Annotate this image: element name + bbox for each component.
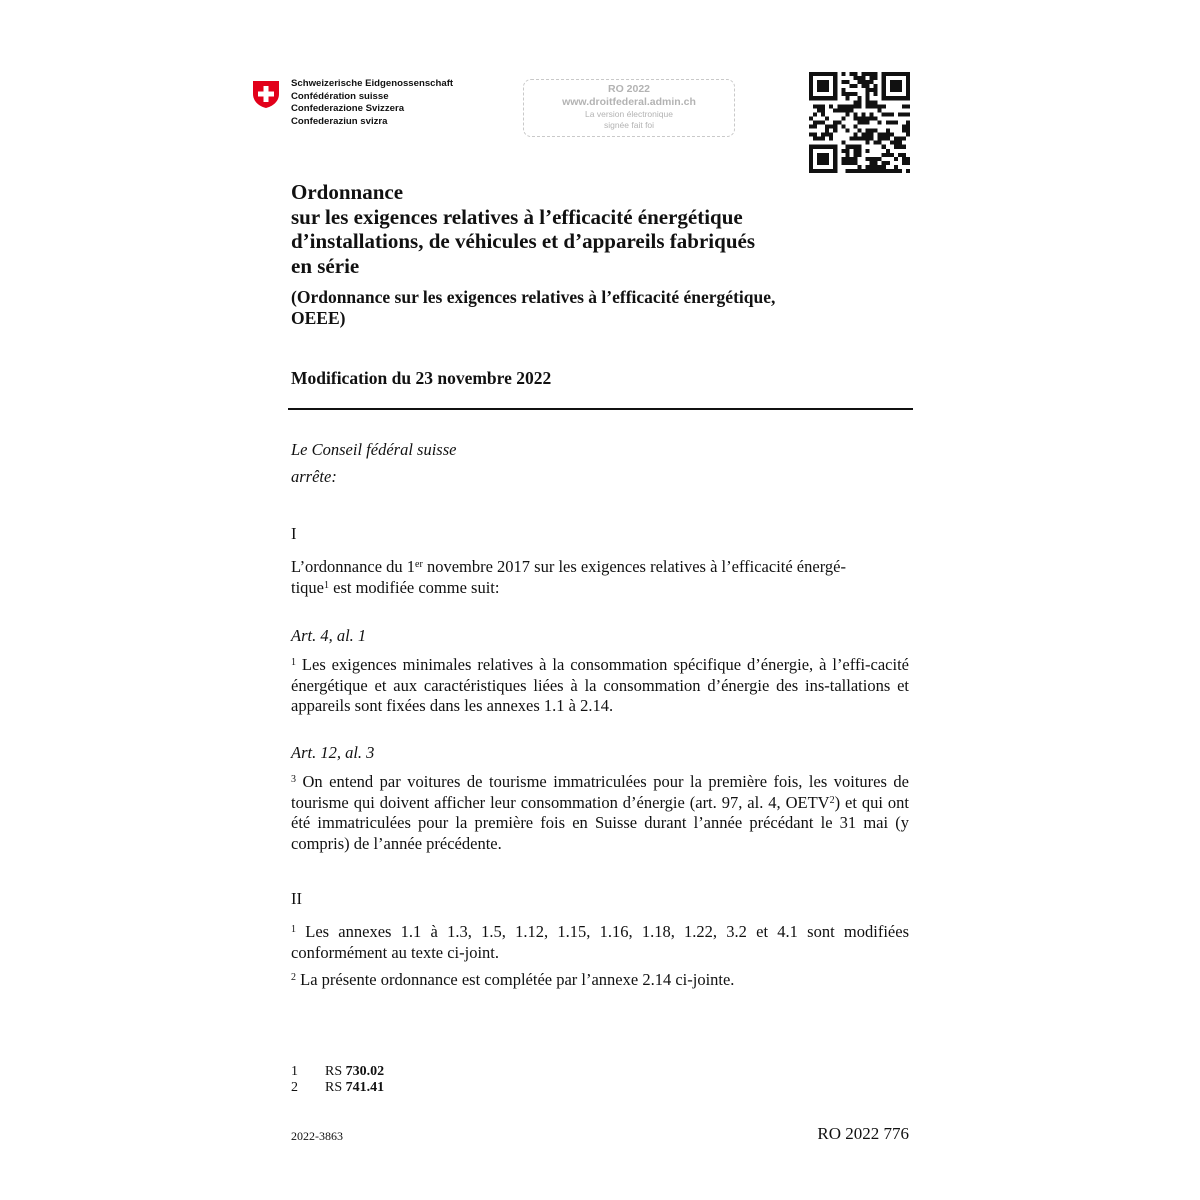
modification-date: Modification du 23 novembre 2022 [291, 368, 552, 388]
art-12-al-num: 3 [291, 774, 296, 785]
short-title [291, 287, 891, 329]
section-i-intro [291, 557, 909, 598]
title-line-4: en série [291, 253, 360, 278]
stamp-url: www.droitfederal.admin.ch [562, 96, 696, 108]
art-4-text: Les exigences minimales relatives à la consommation spécifique d’énergie, à l’effi-cacité énergétique et aux caractéristiques liées à la consommation d’énergie des ins-tallations et appareils sont fixées dans les annexes 1.1 à 2.14. [291, 655, 909, 715]
preamble-decrees: arrête: [291, 467, 337, 486]
confederation-name-rm: Confederaziun svizra [291, 116, 388, 128]
section-ii-paragraph-2 [291, 970, 909, 991]
confederation-name-fr: Confédération suisse [291, 90, 389, 102]
footnote-ref-2: 2 [829, 794, 835, 806]
title-divider [288, 408, 913, 410]
art-4-paragraph [291, 655, 909, 717]
art-4-heading: Art. 4, al. 1 [291, 626, 367, 645]
art-4-al-num: 1 [291, 657, 296, 668]
confederation-name-de: Schweizerische Eidgenossenschaft [291, 78, 454, 89]
intro-part-c: tique [291, 577, 324, 597]
swiss-flag-shield-icon [251, 79, 281, 109]
short-title-line-2: OEEE) [291, 308, 346, 328]
section-ii-al-2-text: La présente ordonnance est complétée par l’annexe 2.14 ci-jointe. [296, 970, 735, 989]
section-ii-al-1-text: Les annexes 1.1 à 1.3, 1.5, 1.12, 1.15, 1.16, 1.18, 1.22, 3.2 et 4.1 sont modifiées conformément au texte ci-joint. [291, 922, 909, 962]
section-ii-al-1-num: 1 [291, 924, 296, 935]
title-line-3: d’installations, de véhicules et d’appareils fabriqués [291, 229, 755, 253]
stamp-note-1: La version électronique [585, 109, 673, 119]
footnote-ref-1: 1 [324, 579, 329, 591]
electronic-signature-stamp [523, 79, 735, 137]
intro-part-b: novembre 2017 sur les exigences relatives à l’efficacité énergé- [422, 557, 846, 576]
section-ii-paragraph-1 [291, 922, 909, 963]
footnote-2-ref: 741.41 [345, 1080, 385, 1095]
document-title [291, 180, 891, 278]
section-ii-heading: II [291, 889, 302, 908]
intro-superscript: er [415, 559, 423, 570]
title-line-2: sur les exigences relatives à l’efficacité énergétique [291, 204, 743, 229]
confederation-name-it: Confederazione Svizzera [291, 103, 405, 115]
ro-number: RO 2022 776 [817, 1124, 909, 1143]
intro-part-d: est modifiée comme suit: [329, 577, 500, 597]
footnote-1-ref: 730.02 [345, 1064, 385, 1079]
short-title-line-1: (Ordonnance sur les exigences relatives à l’efficacité énergétique, [291, 287, 776, 307]
footnote-1-number: 1 [291, 1064, 298, 1079]
footnote-1 [325, 1064, 384, 1079]
art-12-text-b: ) et qui ont été immatriculées pour la première fois en Suisse durant l’année précédant le 31 mai (y compris) de l’année précédente. [291, 792, 910, 853]
footnote-2-prefix: RS [325, 1080, 346, 1095]
confederation-names [291, 78, 453, 129]
qr-code-icon [809, 72, 910, 173]
art-12-heading: Art. 12, al. 3 [291, 743, 375, 762]
section-ii-al-2-num: 2 [291, 972, 296, 983]
intro-part-a: L’ordonnance du 1 [291, 557, 416, 576]
stamp-note-2: signée fait foi [603, 120, 655, 130]
document-number: 2022-3863 [291, 1129, 343, 1143]
footnote-1-prefix: RS [325, 1064, 346, 1079]
footnote-2-number: 2 [291, 1080, 298, 1095]
preamble-authority: Le Conseil fédéral suisse [291, 440, 457, 459]
title-line-1: Ordonnance [291, 180, 404, 204]
footnote-2 [325, 1080, 384, 1095]
section-i-heading: I [291, 524, 297, 543]
art-12-paragraph [291, 772, 909, 854]
stamp-ro: RO 2022 [607, 83, 651, 95]
art-12-text-a: On entend par voitures de tourisme immatriculées pour la première fois, les voitures de tourisme qui doivent afficher leur consommation d’énergie (art. 97, al. 4, OETV [291, 772, 909, 812]
